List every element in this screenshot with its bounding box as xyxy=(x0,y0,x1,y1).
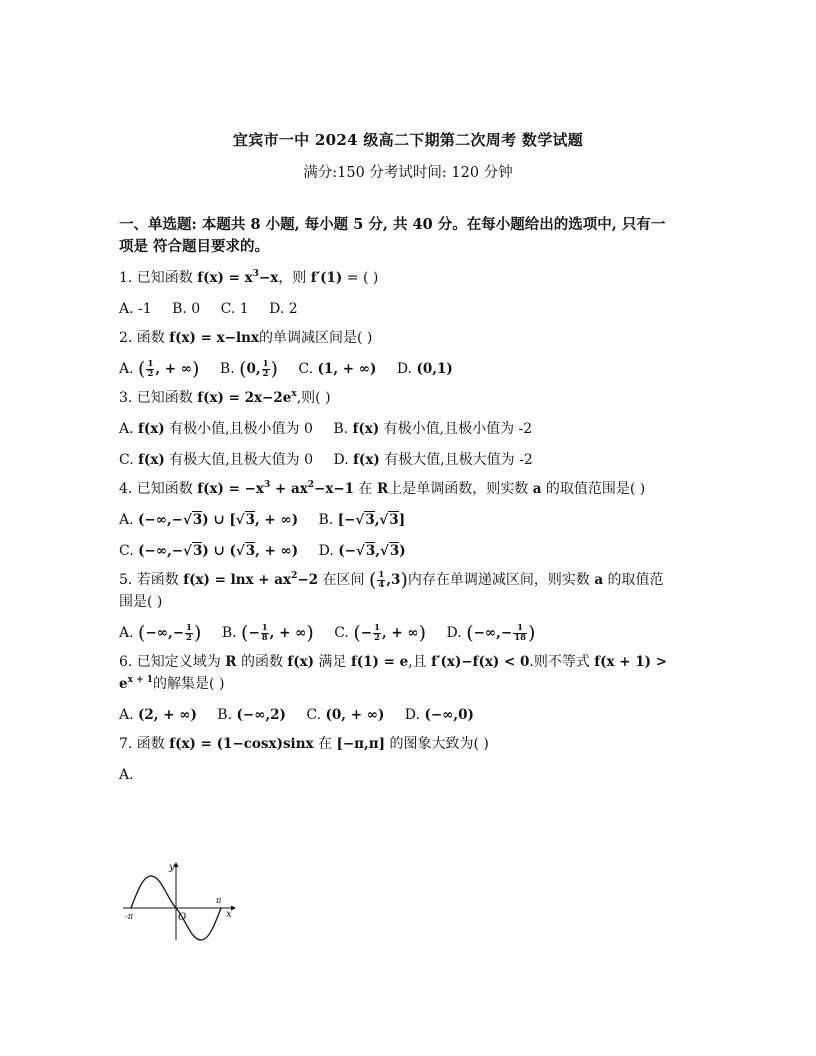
option-b[interactable]: B. (− $\frac{1}{8}$ , + ∞) xyxy=(221,622,314,644)
origin-label: O xyxy=(178,912,187,923)
question-4: 4. 已知函数 $f(x) = -x^3 + ax^2-x-1$ 在 R上是单调函数，则实数 a 的取值范围是( ) xyxy=(119,480,646,497)
question-4-options-ab xyxy=(119,509,699,531)
question-1-options xyxy=(119,298,699,320)
exam-content xyxy=(119,214,699,786)
question-3-options-ab xyxy=(119,418,699,440)
graph-option-a xyxy=(119,858,239,944)
option-b[interactable]: B. (0, $\frac{1}{2}$ ) xyxy=(219,358,278,380)
question-3: 3. 已知函数 $f(x) = 2x-2e^x$,则( ) xyxy=(119,389,331,406)
section-heading: 一、单选题: 本题共 8 小题, 每小题 5 分, 共 40 分。在每小题给出的选项中, 只有一 项是 符合题目要求的。 xyxy=(119,216,666,255)
question-5-line2: 围是( ) xyxy=(119,594,163,610)
question-6: 6. 已知定义域为 R 的函数 f(x) 满足 f(1) = e,且 f′(x)−f(x) < 0.则不等式 f(x + 1) > xyxy=(119,654,668,670)
option-d[interactable]: D. (−√3,√3) xyxy=(318,543,406,559)
option-b[interactable]: B. f(x) 有极小值,且极小值为 -2 xyxy=(333,421,533,437)
page-subtitle: 满分:150 分考试时间: 120 分钟 xyxy=(303,165,513,181)
option-a[interactable]: A. (−∞,−√3) ∪ [√3, + ∞) xyxy=(119,512,299,528)
question-7: 7. 函数 f(x) = (1−cosx)sinx 在 [−π,π] 的图象大致为( ) xyxy=(119,736,489,752)
option-d[interactable]: D. (−∞,− $\frac{1}{18}$ ) xyxy=(446,622,536,644)
formula: $f(x) = -x^3 + ax^2-x-1$ xyxy=(197,480,355,497)
question-3-options-cd xyxy=(119,449,699,471)
question-6-options xyxy=(119,704,699,726)
formula: $f(x) = x^3-x$ xyxy=(197,269,279,286)
option-a[interactable]: A. ( $\frac{1}{2}$ , + ∞) xyxy=(119,358,200,380)
page-title: 宜宾市一中 2024 级高二下期第二次周考 数学试题 xyxy=(232,131,584,149)
question-7-option-a[interactable]: A. xyxy=(119,767,134,783)
option-b[interactable]: B. 0 xyxy=(172,301,201,317)
option-c[interactable]: C. (− $\frac{1}{2}$ , + ∞) xyxy=(334,622,427,644)
formula: f′(1) xyxy=(310,270,343,286)
option-a[interactable]: A. f(x) 有极小值,且极小值为 0 xyxy=(119,421,313,437)
formula: f(x) = (1−cosx)sinx xyxy=(169,736,314,752)
question-5: 5. 若函数 $f(x) = \ln x + ax^2-2$ 在区间 ( $\frac{1}{4}$ ,3)内存在单调递减区间，则实数 a 的取值范 xyxy=(119,569,664,591)
option-c[interactable]: C. (1, + ∞) xyxy=(298,361,377,377)
formula: f(x) = x−lnx xyxy=(169,330,259,346)
option-a[interactable]: A. -1 xyxy=(119,301,152,317)
option-c[interactable]: C. (−∞,−√3) ∪ (√3, + ∞) xyxy=(119,543,299,559)
option-c[interactable]: C. f(x) 有极大值,且极大值为 0 xyxy=(119,452,314,468)
option-c[interactable]: C. (0, + ∞) xyxy=(306,707,385,723)
option-d[interactable]: D. (−∞,0) xyxy=(404,707,474,723)
option-d[interactable]: D. f(x) 有极大值,且极大值为 -2 xyxy=(333,452,533,468)
question-2-options xyxy=(119,358,699,380)
option-b[interactable]: B. [−√3,√3] xyxy=(318,512,406,528)
y-axis-label: y xyxy=(169,862,175,873)
question-5-options xyxy=(119,622,699,644)
option-b[interactable]: B. (−∞,2) xyxy=(217,707,286,723)
option-a[interactable]: A. (−∞,− $\frac{1}{2}$ ) xyxy=(119,622,202,644)
formula: $f(x) = 2x-2e^x$ xyxy=(197,389,297,406)
option-a[interactable]: A. (2, + ∞) xyxy=(119,707,197,723)
question-6-line2: $e^{x + 1}$的解集是( ) xyxy=(119,675,225,692)
right-tick-label: π xyxy=(216,896,222,905)
option-c[interactable]: C. 1 xyxy=(220,301,249,317)
x-axis-arrow xyxy=(231,906,236,911)
option-d[interactable]: D. (0,1) xyxy=(396,361,453,377)
question-4-options-cd xyxy=(119,540,699,562)
formula: $f(x) = \ln x + ax^2-2$ xyxy=(183,571,319,588)
option-d[interactable]: D. 2 xyxy=(269,301,298,317)
question-1: 1. 已知函数 $f(x) = x^3-x$，则 f′(1) = ( ) xyxy=(119,269,379,286)
left-tick-label: -π xyxy=(125,912,133,921)
question-2: 2. 函数 f(x) = x−lnx的单调减区间是( ) xyxy=(119,330,373,346)
x-axis-label: x xyxy=(226,909,232,920)
